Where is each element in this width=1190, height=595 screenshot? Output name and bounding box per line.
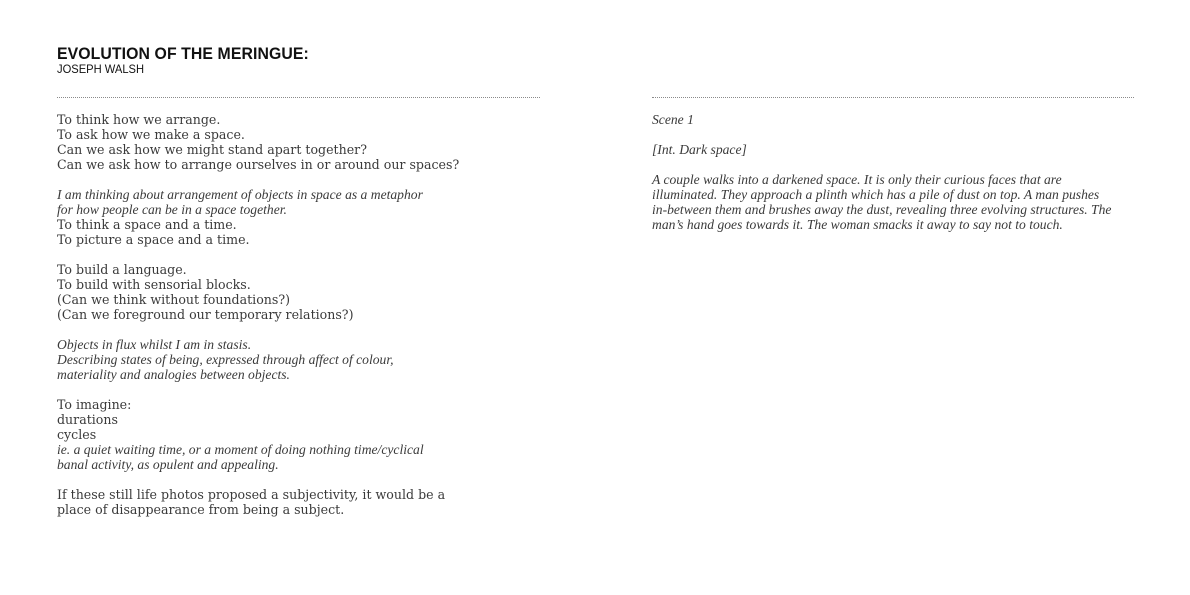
- italic-line: Objects in flux whilst I am in stasis.: [57, 337, 252, 352]
- text-line: (Can we foreground our temporary relations?): [57, 307, 354, 322]
- italic-line: illuminated. They approach a plinth which has a pile of dust on top. A man pushes: [652, 187, 1100, 202]
- italic-line: materiality and analogies between objects.: [57, 367, 290, 382]
- text-line: place of disappearance from being a subject.: [57, 502, 345, 517]
- author-name: JOSEPH WALSH: [57, 62, 145, 76]
- italic-line: Describing states of being, expressed through affect of colour,: [57, 352, 394, 367]
- italic-line: banal activity, as opulent and appealing.: [57, 457, 279, 472]
- header: [57, 44, 537, 76]
- text-line: To build with sensorial blocks.: [57, 277, 251, 292]
- left-divider: [57, 97, 540, 98]
- paragraph-5: [57, 397, 537, 472]
- scene-setting: [Int. Dark space]: [652, 142, 747, 157]
- italic-line: for how people can be in a space together.: [57, 202, 287, 217]
- text-line: To picture a space and a time.: [57, 232, 250, 247]
- text-line: To think how we arrange.: [57, 112, 221, 127]
- text-line: To imagine:: [57, 397, 132, 412]
- scene-label-paragraph: [652, 112, 1134, 127]
- right-divider: [652, 97, 1134, 98]
- text-line: cycles: [57, 427, 97, 442]
- setting-paragraph: [652, 142, 1134, 157]
- italic-line: I am thinking about arrangement of objects in space as a metaphor: [57, 187, 423, 202]
- text-line: Can we ask how we might stand apart together?: [57, 142, 367, 157]
- text-line: (Can we think without foundations?): [57, 292, 291, 307]
- text-line: To think a space and a time.: [57, 217, 237, 232]
- text-line: To ask how we make a space.: [57, 127, 245, 142]
- italic-line: in-between them and brushes away the dust, revealing three evolving structures. The: [652, 202, 1112, 217]
- scene-description: [652, 172, 1134, 232]
- italic-line: man’s hand goes towards it. The woman smacks it away to say not to touch.: [652, 217, 1063, 232]
- paragraph-6: [57, 487, 537, 517]
- scene-label: Scene 1: [652, 112, 694, 127]
- right-column: [652, 112, 1134, 247]
- italic-line: A couple walks into a darkened space. It is only their curious faces that are: [652, 172, 1062, 187]
- text-line: Can we ask how to arrange ourselves in or around our spaces?: [57, 157, 460, 172]
- paragraph-4: [57, 337, 537, 382]
- paragraph-1: [57, 112, 537, 172]
- page-title: EVOLUTION OF THE MERINGUE:: [57, 44, 309, 63]
- text-line: To build a language.: [57, 262, 187, 277]
- text-line: durations: [57, 412, 118, 427]
- italic-line: ie. a quiet waiting time, or a moment of doing nothing time/cyclical: [57, 442, 424, 457]
- left-column: [57, 112, 537, 532]
- paragraph-2: [57, 187, 537, 247]
- paragraph-3: [57, 262, 537, 322]
- text-line: If these still life photos proposed a subjectivity, it would be a: [57, 487, 446, 502]
